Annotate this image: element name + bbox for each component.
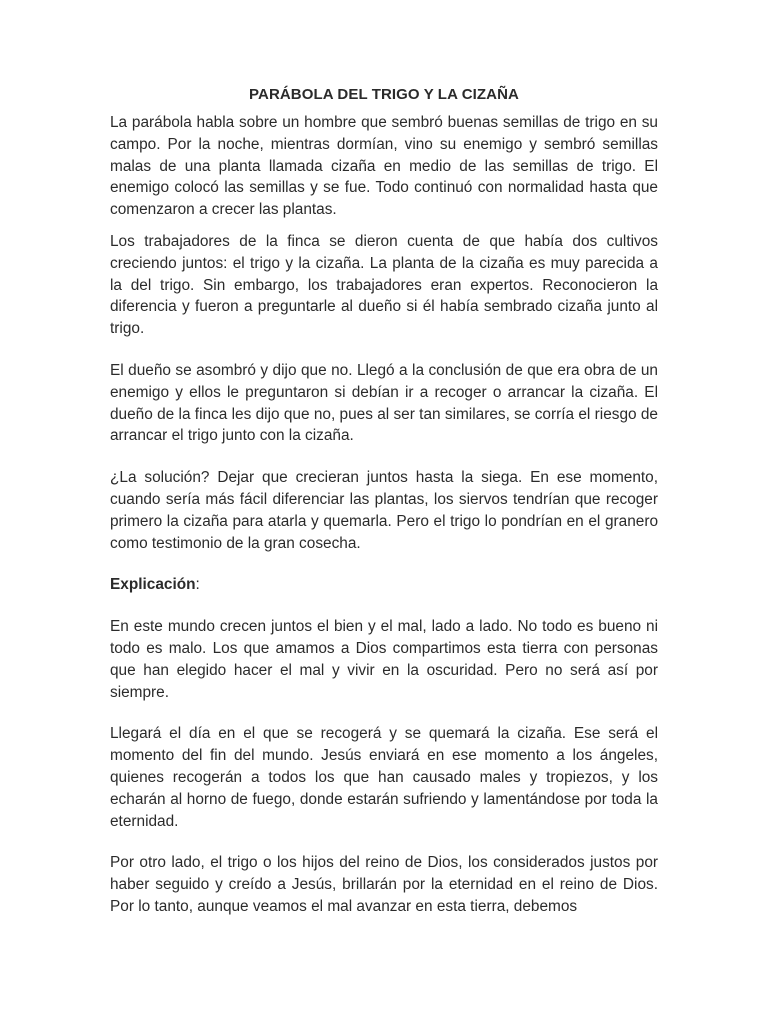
explanation-colon: : — [195, 576, 200, 594]
explanation-paragraph-1: En este mundo crecen juntos el bien y el mal, lado a lado. No todo es bueno ni todo es malo. Los que amamos a Dios compartimos esta tierra con personas que han elegido hacer el mal y vivir en la oscuridad. Pero no será así por siempre. — [110, 618, 658, 701]
explanation-paragraph-3: Por otro lado, el trigo o los hijos del reino de Dios, los considerados justos por haber seguido y creído a Jesús, brillarán por la eternidad en el reino de Dios. Por lo tanto, aunque veamos el mal avanzar en esta tierra, debemos — [110, 854, 658, 915]
paragraph-2: Los trabajadores de la finca se dieron cuenta de que había dos cultivos creciendo juntos: el trigo y la cizaña. La planta de la cizaña es muy parecida a la del trigo. Sin embargo, los trabajadores eran expertos. Reconocieron la diferencia y fueron a preguntarle al dueño si él había sembrado cizaña junto al trigo. — [110, 232, 658, 338]
paragraph-1: La parábola habla sobre un hombre que sembró buenas semillas de trigo en su campo. Por la noche, mientras dormían, vino su enemigo y sembró semillas malas de una planta llamada cizaña en medio de las semillas de trigo. El enemigo colocó las semillas y se fue. Todo continuó con normalidad hasta que comenzaron a crecer las plantas. — [110, 114, 658, 219]
paragraph-4: ¿La solución? Dejar que crecieran juntos hasta la siega. En ese momento, cuando sería más fácil diferenciar las plantas, los siervos tendrían que recoger primero la cizaña para atarla y quemarla. Pero el trigo lo pondrían en el granero como testimonio de la gran cosecha. — [110, 469, 658, 552]
explanation-heading-line — [110, 574, 658, 596]
explanation-paragraph-2: Llegará el día en el que se recogerá y se quemará la cizaña. Ese será el momento del fin del mundo. Jesús enviará en ese momento a los ángeles, quienes recogerán a todos los que han causado males y tropiezos, y los echarán al horno de fuego, donde estarán sufriendo y lamentándose por toda la eternidad. — [110, 725, 658, 830]
explanation-heading: Explicación — [110, 576, 196, 594]
document-title: PARÁBOLA DEL TRIGO Y LA CIZAÑA — [249, 86, 519, 103]
paragraph-3: El dueño se asombró y dijo que no. Llegó a la conclusión de que era obra de un enemigo y ellos le preguntaron si debían ir a recoger o arrancar la cizaña. El dueño de la finca les dijo que no, pues al ser tan similares, se corría el riesgo de arrancar el trigo junto con la cizaña. — [110, 361, 658, 445]
document-page — [110, 84, 658, 918]
